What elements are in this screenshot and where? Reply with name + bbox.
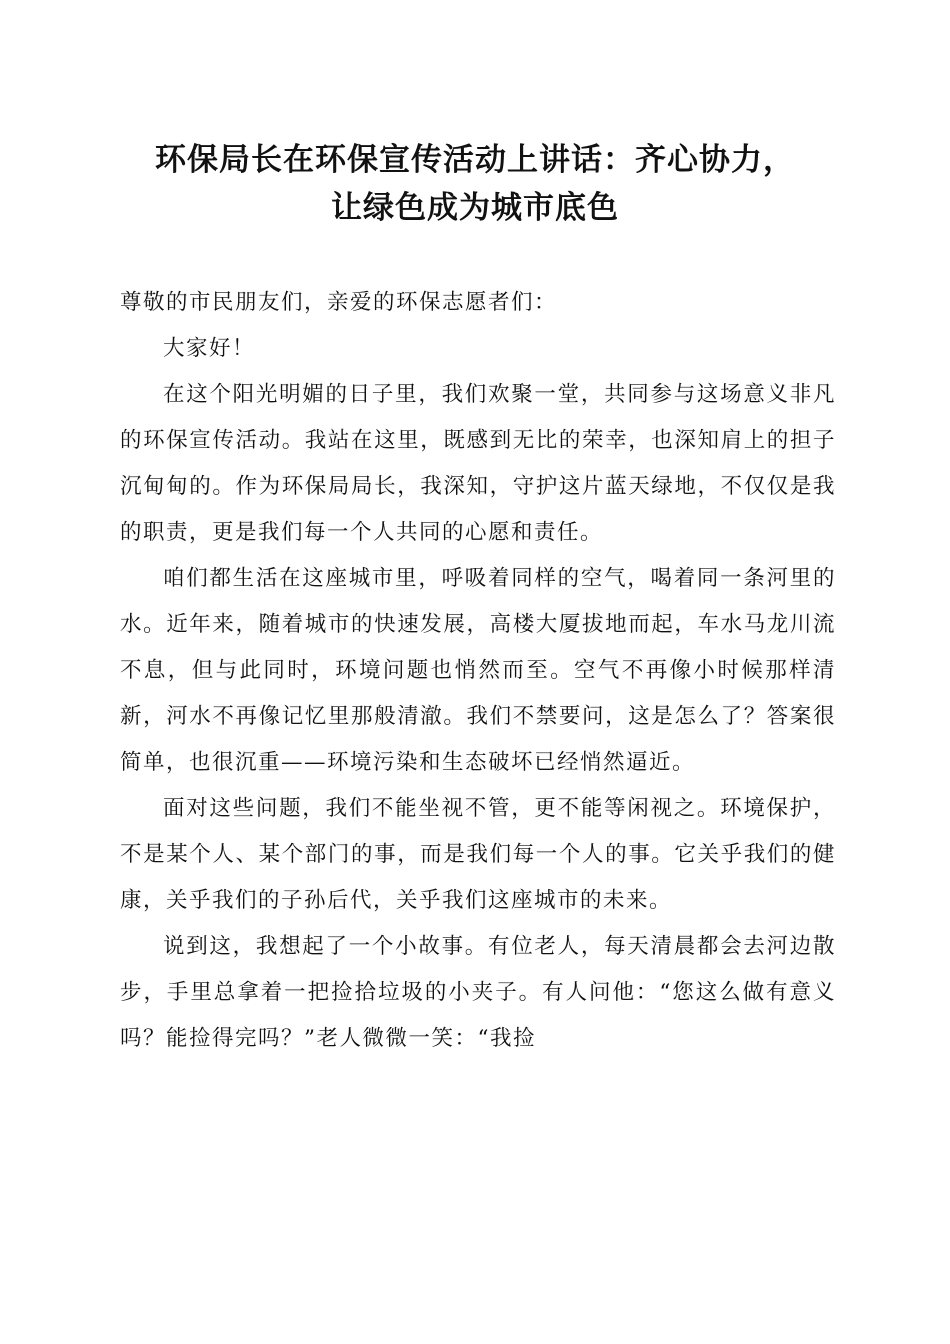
paragraph-city-environment: 咱们都生活在这座城市里，呼吸着同样的空气，喝着同一条河里的水。近年来，随着城市的快速发展，高楼大厦拔地而起，车水马龙川流不息，但与此同时，环境问题也悄然而至。空气不再像小时候那样清新，河水不再像记忆里那般清澈。我们不禁要问，这是怎么了？答案很简单，也很沉重——环境污染和生态破坏已经悄然逼近。 <box>120 566 836 775</box>
document-title <box>100 136 850 232</box>
title-line-2: 让绿色成为城市底色 <box>331 190 619 226</box>
paragraph-opening: 在这个阳光明媚的日子里，我们欢聚一堂，共同参与这场意义非凡的环保宣传活动。我站在这里，既感到无比的荣幸，也深知肩上的担子沉甸甸的。作为环保局局长，我深知，守护这片蓝天绿地，不仅仅是我的职责，更是我们每一个人共同的心愿和责任。 <box>120 382 836 545</box>
document-body <box>120 280 836 1062</box>
paragraph-story: 说到这，我想起了一个小故事。有位老人，每天清晨都会去河边散步，手里总拿着一把捡拾垃圾的小夹子。有人问他：“您这么做有意义吗？能捡得完吗？”老人微微一笑：“我捡 <box>120 934 836 1051</box>
paragraph-responsibility: 面对这些问题，我们不能坐视不管，更不能等闲视之。环境保护，不是某个人、某个部门的事，而是我们每一个人的事。它关乎我们的健康，关乎我们的子孙后代，关乎我们这座城市的未来。 <box>120 796 836 913</box>
title-line-1: 环保局长在环保宣传活动上讲话：齐心协力， <box>155 142 795 178</box>
salutation: 尊敬的市民朋友们，亲爱的环保志愿者们： <box>120 290 558 315</box>
paragraph-greeting: 大家好！ <box>163 336 256 361</box>
